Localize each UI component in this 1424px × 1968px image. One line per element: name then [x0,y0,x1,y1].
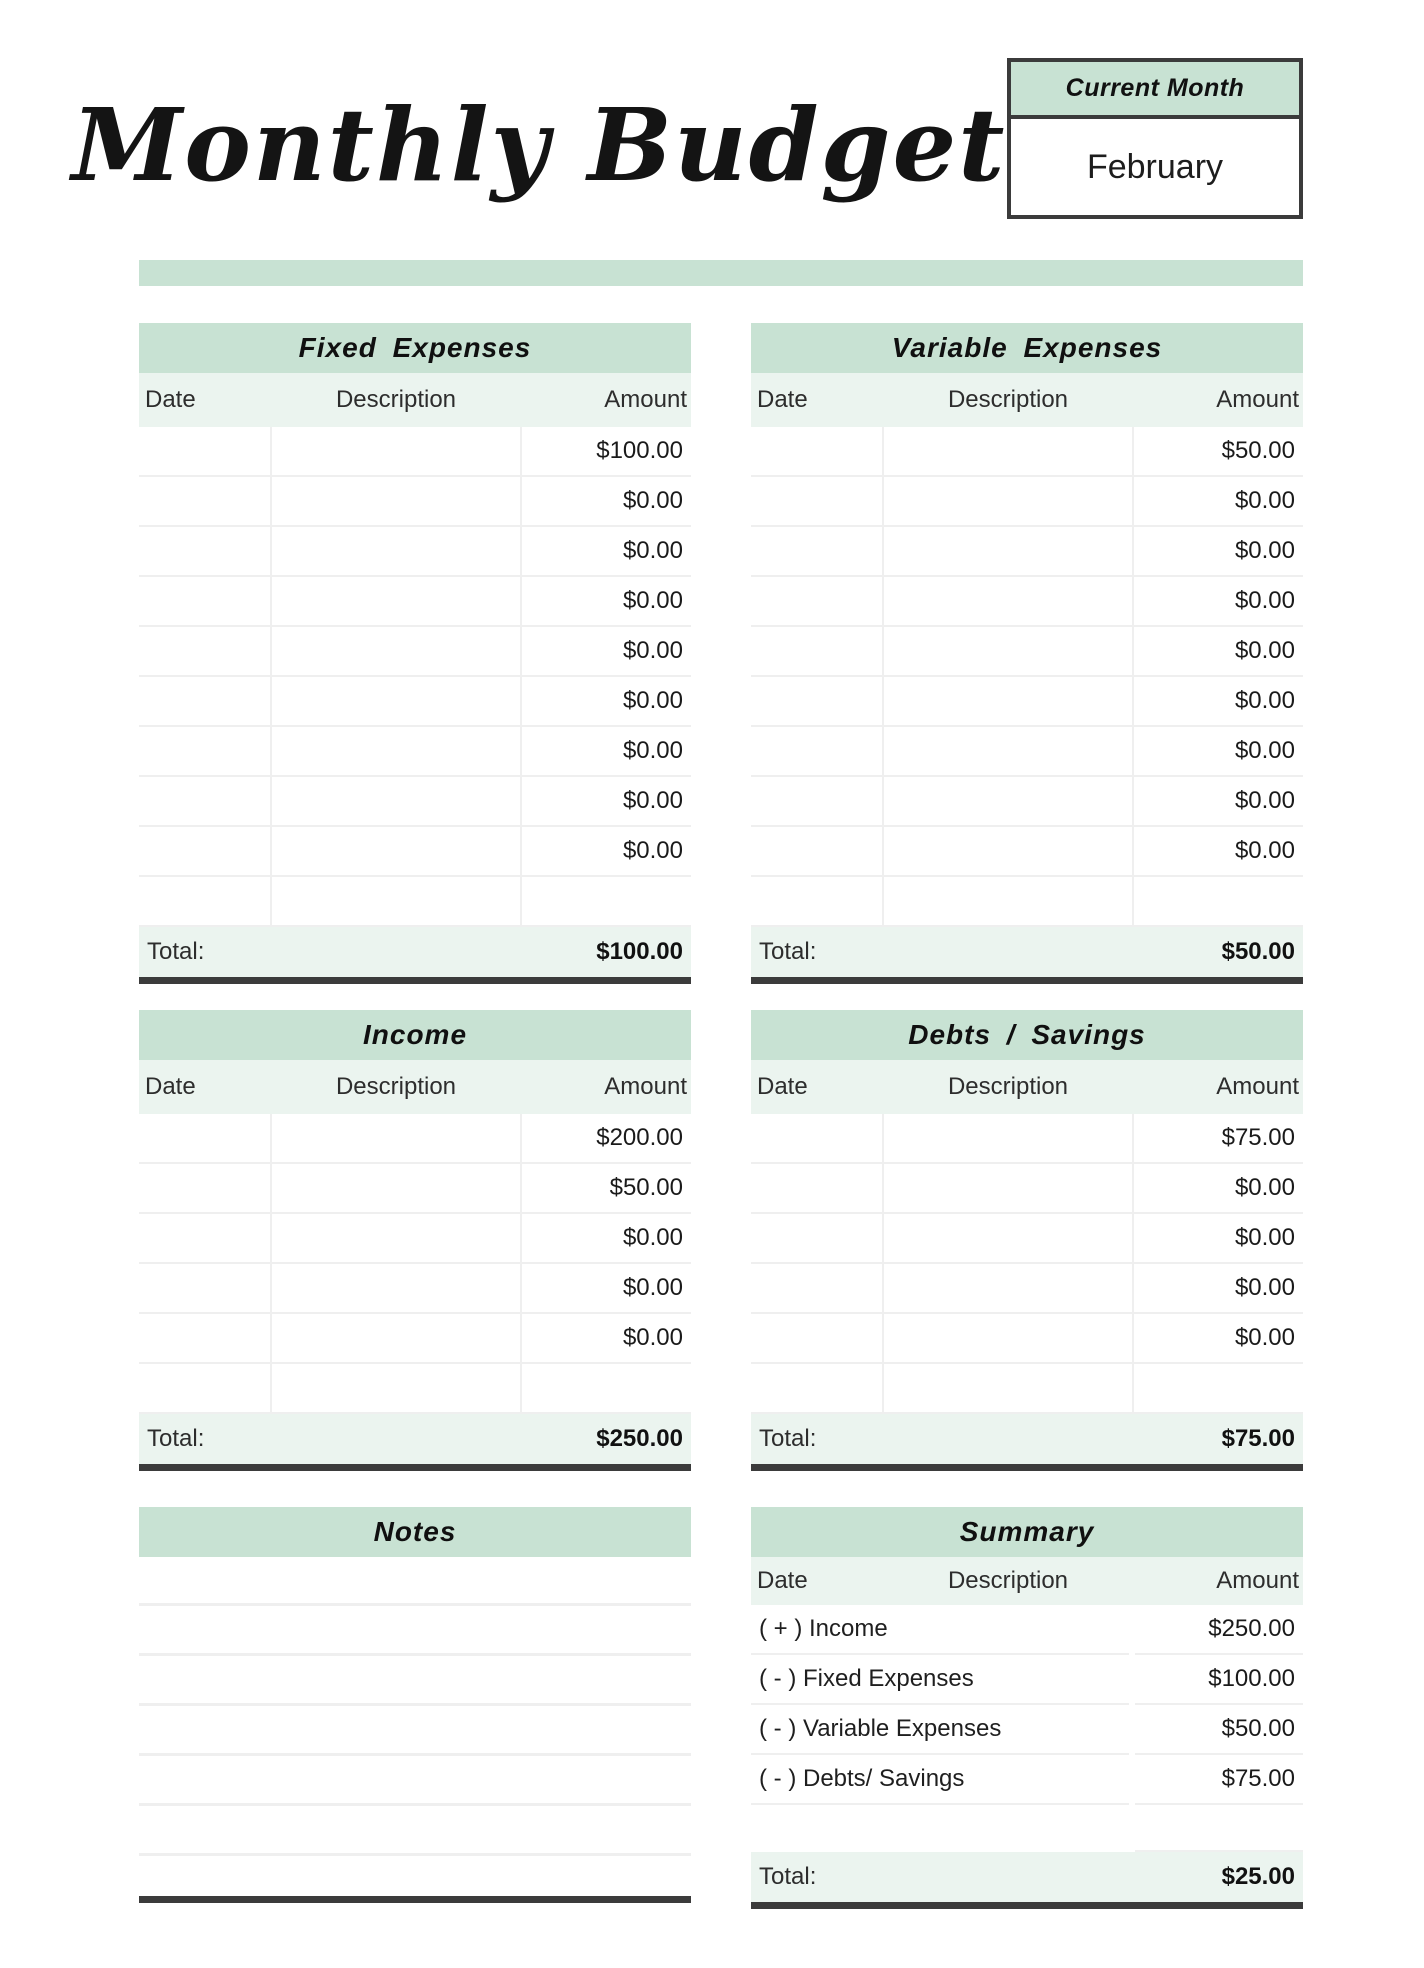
notes-line [139,1557,691,1606]
description-cell [271,1214,521,1262]
summary-title: Summary [751,1507,1303,1557]
summary-description: ( - ) Variable Expenses [751,1705,1129,1755]
amount-cell: $0.00 [622,537,683,564]
date-cell [751,1164,883,1212]
table-title: Fixed Expenses [139,323,691,373]
date-cell [139,1364,271,1412]
column-header-description: Description [335,386,457,413]
page-title: Monthly Budget [71,85,1007,204]
amount-cell: $0.00 [1234,1174,1295,1201]
total-label: Total: [759,938,817,965]
table-row [139,427,691,477]
column-header-amount: Amount [1216,1073,1299,1100]
date-cell [751,677,883,725]
table-row [751,1314,1303,1364]
description-cell [271,477,521,525]
table-row [751,1214,1303,1264]
notes-line [139,1656,691,1706]
table-row [139,1314,691,1364]
amount-cell: $0.00 [1234,687,1295,714]
description-cell [883,427,1133,475]
table-title: Variable Expenses [751,323,1303,373]
total-amount: $75.00 [1221,1425,1295,1452]
column-gridline [1132,1114,1134,1414]
table-row [751,877,1303,927]
total-row [751,1414,1303,1464]
date-cell [139,627,271,675]
table-row [139,527,691,577]
description-cell [271,827,521,875]
column-gridline [520,1114,522,1414]
summary-description: ( + ) Income [751,1605,1129,1655]
date-cell [751,527,883,575]
table-title: Debts / Savings [751,1010,1303,1060]
table-bottom-border [139,1464,691,1471]
summary-description [751,1805,1129,1852]
column-header-amount: Amount [604,1073,687,1100]
total-amount: $100.00 [596,938,683,965]
date-cell [139,1264,271,1312]
total-amount: $25.00 [1221,1863,1295,1890]
column-header-description: Description [335,1073,457,1100]
column-header-row [139,373,691,427]
total-label: Total: [147,1425,205,1452]
description-cell [883,1364,1133,1412]
column-header-row [139,1060,691,1114]
table-row [139,727,691,777]
column-header-date: Date [757,386,808,413]
date-cell [139,677,271,725]
total-row [751,927,1303,977]
description-cell [271,527,521,575]
date-cell [139,577,271,625]
table-row [751,627,1303,677]
table-row [139,877,691,927]
table-row [139,677,691,727]
description-cell [271,1114,521,1162]
date-cell [751,877,883,925]
current-month-box [1007,58,1303,219]
current-month-label: Current Month [1011,62,1299,119]
total-label: Total: [759,1425,817,1452]
summary-description: ( - ) Fixed Expenses [751,1655,1129,1705]
summary-amount: $250.00 [1135,1605,1303,1655]
table-row [751,577,1303,627]
amount-cell: $0.00 [1234,537,1295,564]
amount-cell: $0.00 [1234,1224,1295,1251]
summary-row [751,1805,1303,1852]
table-bottom-border [139,977,691,984]
column-header-description: Description [947,1073,1069,1100]
amount-cell: $0.00 [1234,637,1295,664]
date-cell [139,1214,271,1262]
table-bottom-border [751,977,1303,984]
column-header-date: Date [145,386,196,413]
amount-cell: $75.00 [1221,1124,1295,1151]
description-cell [271,777,521,825]
column-header-amount: Amount [1216,1567,1299,1594]
amount-cell: $0.00 [1234,587,1295,614]
amount-cell: $0.00 [622,737,683,764]
amount-cell: $0.00 [622,487,683,514]
description-cell [271,1314,521,1362]
date-cell [139,727,271,775]
notes-line [139,1756,691,1806]
description-cell [271,877,521,925]
description-cell [883,1214,1133,1262]
table-row [139,1114,691,1164]
column-header-date: Date [145,1073,196,1100]
column-header-row [751,1557,1303,1605]
date-cell [139,1314,271,1362]
description-cell [271,727,521,775]
table-row [751,477,1303,527]
notes-line [139,1806,691,1856]
date-cell [751,577,883,625]
description-cell [883,577,1133,625]
date-cell [751,477,883,525]
total-row [751,1852,1303,1902]
table-row [751,727,1303,777]
notes-title: Notes [139,1507,691,1557]
amount-cell: $0.00 [622,787,683,814]
column-gridline [1132,427,1134,927]
debts-savings-table [751,1010,1303,1471]
column-gridline [882,1114,884,1414]
description-cell [271,577,521,625]
amount-cell: $200.00 [596,1124,683,1151]
summary-table [751,1507,1303,1909]
description-cell [271,1364,521,1412]
amount-cell: $0.00 [1234,487,1295,514]
date-cell [751,1214,883,1262]
column-gridline [520,427,522,927]
date-cell [751,777,883,825]
date-cell [139,877,271,925]
table-row [751,427,1303,477]
date-cell [139,827,271,875]
column-header-row [751,1060,1303,1114]
description-cell [883,1164,1133,1212]
table-row [751,527,1303,577]
description-cell [271,677,521,725]
summary-amount [1135,1805,1303,1852]
table-row [751,677,1303,727]
variable-expenses-table [751,323,1303,984]
amount-cell: $0.00 [1234,1324,1295,1351]
amount-cell: $0.00 [1234,1274,1295,1301]
description-cell [883,727,1133,775]
description-cell [271,1264,521,1312]
column-gridline [270,1114,272,1414]
summary-description: ( - ) Debts/ Savings [751,1755,1129,1805]
date-cell [139,427,271,475]
fixed-expenses-table [139,323,691,984]
amount-cell: $0.00 [622,1274,683,1301]
total-amount: $250.00 [596,1425,683,1452]
description-cell [271,427,521,475]
description-cell [883,877,1133,925]
notes-spacer [139,1856,691,1896]
amount-cell: $0.00 [1234,787,1295,814]
date-cell [751,1264,883,1312]
description-cell [271,1164,521,1212]
date-cell [751,1364,883,1412]
table-title: Income [139,1010,691,1060]
amount-cell: $50.00 [609,1174,683,1201]
amount-cell: $50.00 [1221,437,1295,464]
column-gridline [270,427,272,927]
date-cell [139,777,271,825]
table-row [751,1264,1303,1314]
summary-row [751,1605,1303,1655]
table-row [751,827,1303,877]
description-cell [883,1114,1133,1162]
description-cell [271,627,521,675]
table-row [139,777,691,827]
column-header-date: Date [757,1567,808,1594]
table-row [139,827,691,877]
column-header-description: Description [947,386,1069,413]
date-cell [139,527,271,575]
table-row [139,1164,691,1214]
summary-row [751,1655,1303,1705]
table-body [139,427,691,927]
column-header-amount: Amount [604,386,687,413]
date-cell [751,427,883,475]
amount-cell: $100.00 [596,437,683,464]
date-cell [751,727,883,775]
description-cell [883,527,1133,575]
description-cell [883,677,1133,725]
amount-cell: $0.00 [622,1224,683,1251]
date-cell [751,827,883,875]
column-header-amount: Amount [1216,386,1299,413]
summary-amount: $75.00 [1135,1755,1303,1805]
table-row [139,1214,691,1264]
total-amount: $50.00 [1221,938,1295,965]
date-cell [751,627,883,675]
description-cell [883,777,1133,825]
total-label: Total: [759,1863,817,1890]
date-cell [139,477,271,525]
column-gridline [882,427,884,927]
column-header-row [751,373,1303,427]
table-row [751,1364,1303,1414]
table-body [139,1114,691,1414]
table-row [139,627,691,677]
notes-line [139,1706,691,1756]
column-header-date: Date [757,1073,808,1100]
current-month-value: February [1086,147,1224,186]
date-cell [139,1164,271,1212]
notes-body [139,1557,691,1896]
total-row [139,927,691,977]
table-body [751,1114,1303,1414]
table-bottom-border [751,1464,1303,1471]
table-row [751,1114,1303,1164]
summary-amount: $100.00 [1135,1655,1303,1705]
amount-cell: $0.00 [1234,737,1295,764]
table-row [751,1164,1303,1214]
description-cell [883,627,1133,675]
description-cell [883,1264,1133,1312]
total-row [139,1414,691,1464]
income-table [139,1010,691,1471]
description-cell [883,477,1133,525]
table-row [139,1264,691,1314]
amount-cell: $0.00 [622,637,683,664]
description-cell [883,1314,1133,1362]
date-cell [751,1114,883,1162]
table-row [139,577,691,627]
summary-row [751,1755,1303,1805]
summary-row [751,1705,1303,1755]
amount-cell: $0.00 [622,1324,683,1351]
summary-amount: $50.00 [1135,1705,1303,1755]
amount-cell: $0.00 [622,837,683,864]
table-row [751,777,1303,827]
notes-line [139,1606,691,1656]
notes-section [139,1507,691,1903]
table-body [751,427,1303,927]
notes-bottom-border [139,1896,691,1903]
description-cell [883,827,1133,875]
date-cell [139,1114,271,1162]
table-row [139,477,691,527]
total-label: Total: [147,938,205,965]
amount-cell: $0.00 [1234,837,1295,864]
summary-bottom-border [751,1902,1303,1909]
amount-cell: $0.00 [622,587,683,614]
date-cell [751,1314,883,1362]
column-header-description: Description [947,1567,1069,1594]
divider-bar [139,260,1303,286]
amount-cell: $0.00 [622,687,683,714]
table-row [139,1364,691,1414]
